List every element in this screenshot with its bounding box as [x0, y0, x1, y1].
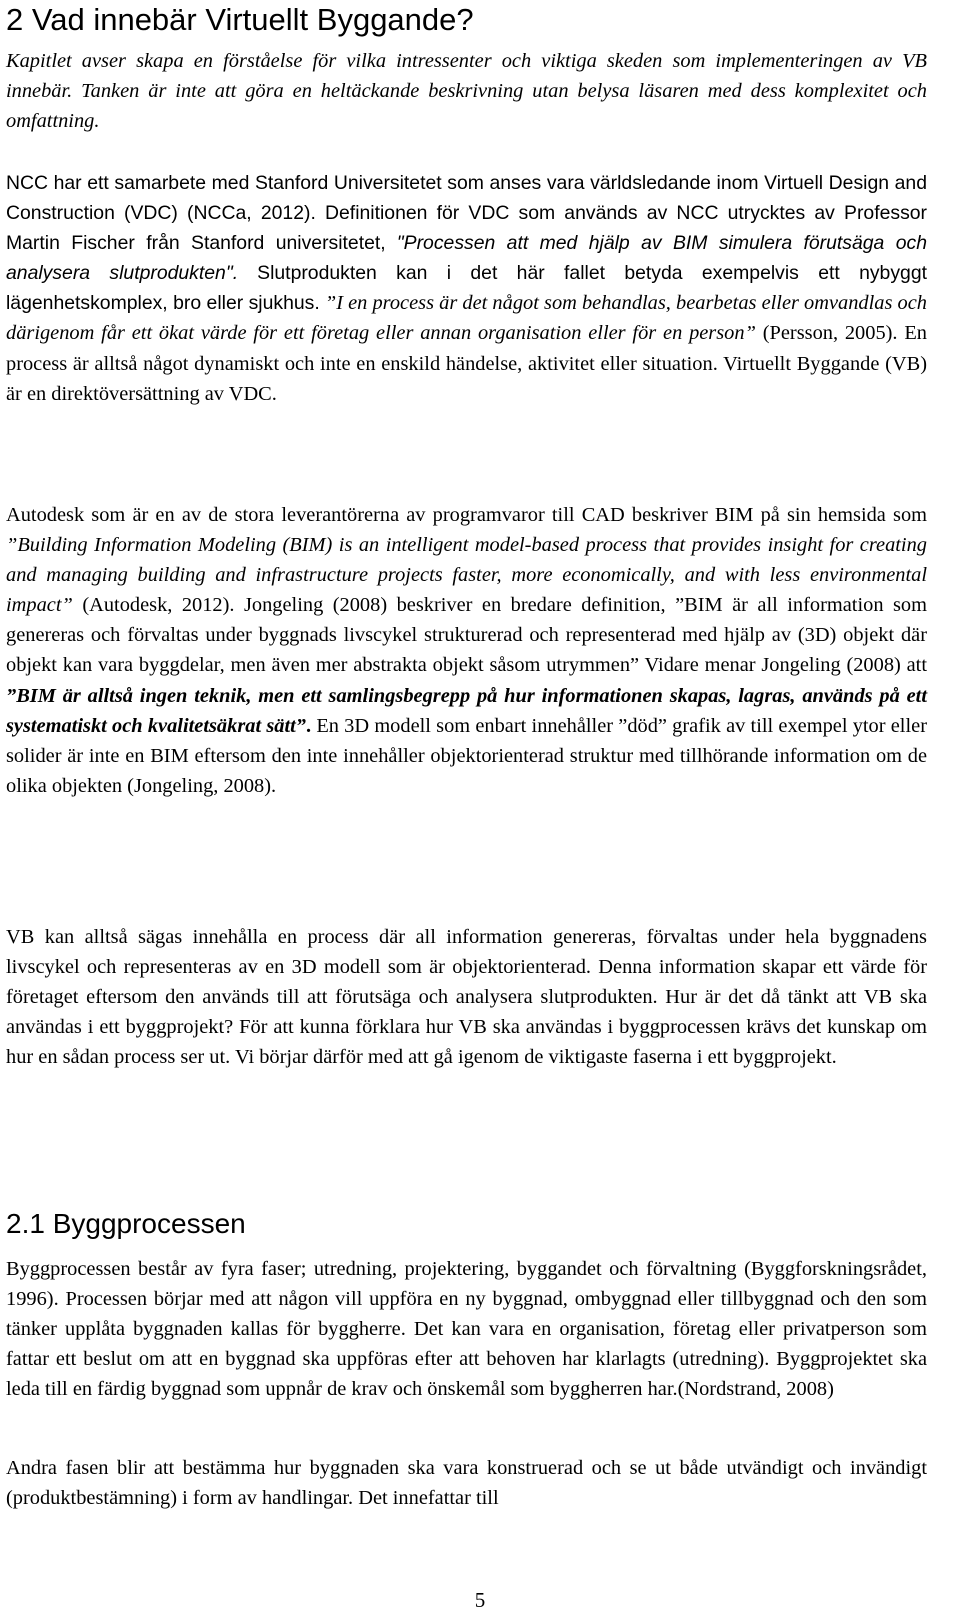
chapter-intro: Kapitlet avser skapa en förståelse för vilka intressenter och viktiga skeden som implementeringen av VB innebär. Tanken är inte att göra en heltäckande beskrivning utan belysa läsaren med dess komplexitet och omfattning.: [6, 50, 927, 133]
bim-text-1: Autodesk som är en av de stora leverantörerna av programvaror till CAD beskriver BIM på sin hemsida som: [6, 504, 927, 526]
vdc-text-1: NCC har ett samarbete med Stanford Universitetet som anses vara världsledande inom Virtuell Design and Construction (VDC) (NCCa, 2012). Definitionen för VDC som används av NCC utrycktes av Professor Martin Fischer från Stanford universitetet,: [6, 172, 927, 255]
paragraph-vb: VB kan alltså sägas innehålla en process där all information genereras, förvaltas under hela byggnadens livscykel och representeras av en 3D modell som är objektorienterad. Denna information skapar ett värde för företaget eftersom den används till att förutsäga och analysera slutprodukten. Hur är det då tänkt att VB ska användas i ett byggprojekt? För att kunna förklara hur VB ska användas i byggprocessen krävs det kunskap om hur en sådan process ser ut. Vi börjar därför med att gå igenom de viktigaste faserna i ett byggprojekt.: [6, 926, 927, 1069]
paragraph-andra-fasen: Andra fasen blir att bestämma hur byggnaden ska vara konstruerad och se ut både utvändigt och invändigt (produktbestämning) i form av handlingar. Det innefattar till: [6, 1457, 927, 1510]
paragraph-vdc: [6, 168, 927, 409]
bim-quote-1: ”Building Information Modeling (BIM) is an intelligent model-based process that provides insight for creating and managing building and infrastructure projects faster, more economically, and with less environmental impact”: [6, 534, 927, 617]
bim-text-3: En 3D modell som enbart innehåller ”död” grafik av till exempel ytor eller solider är inte en BIM eftersom den inte innehåller objektorienterad struktur med tillhörande information om de olika objekten (Jongeling, 2008).: [6, 714, 927, 797]
page-number: 5: [474, 1588, 486, 1612]
vdc-text-3: (Persson, 2005). En process är alltså något dynamiskt och inte en enskild händelse, aktivitet eller situation. Virtuellt Byggande (VB) är en direktöversättning av VDC.: [6, 322, 927, 405]
chapter-heading: 2 Vad innebär Virtuellt Byggande?: [6, 2, 474, 37]
bim-quote-2: ”BIM är alltså ingen teknik, men ett samlingsbegrepp på hur informationen skapas, lagras, används på ett systematiskt och kvalitetsäkrat sätt”: [6, 684, 927, 737]
vdc-quote-2: ”I en process är det något som behandlas, bearbetas eller omvandlas och därigenom får ett ökat värde för ett företag eller annan organisation eller för en person”: [6, 292, 927, 345]
section-heading: 2.1 Byggprocessen: [6, 1208, 246, 1239]
paragraph-bim: [6, 500, 927, 801]
vdc-text-2: Slutprodukten kan i det här fallet betyda exempelvis ett nybyggt lägenhetskomplex, bro eller sjukhus.: [6, 262, 927, 315]
bim-text-2: (Autodesk, 2012). Jongeling (2008) beskriver en bredare definition, ”BIM är all information som genereras och förvaltas under byggnads livscykel strukturerad och representerad med hjälp av (3D) objekt där objekt kan vara byggdelar, men även mer abstrakta objekt såsom utrymmen” Vidare menar Jongeling (2008) att: [6, 594, 927, 677]
paragraph-byggprocessen: Byggprocessen består av fyra faser; utredning, projektering, byggandet och förvaltning (Byggforskningsrådet, 1996). Processen börjar med att någon vill uppföra en ny byggnad, ombyggnad eller tillbyggnad och den som tänker upplåta byggnaden kallas för byggherre. Det kan vara en organisation, företag eller privatperson som fattar ett beslut om att en byggnad ska uppföras efter att behoven har klarlagts (utredning). Byggprojektet ska leda till en färdig byggnad som uppnår de krav och önskemål som byggherren har.(Nordstrand, 2008): [6, 1258, 927, 1401]
vdc-quote-1: "Processen att med hjälp av BIM simulera förutsäga och analysera slutprodukten".: [6, 232, 928, 285]
bim-quote-2-end: .: [305, 714, 312, 737]
